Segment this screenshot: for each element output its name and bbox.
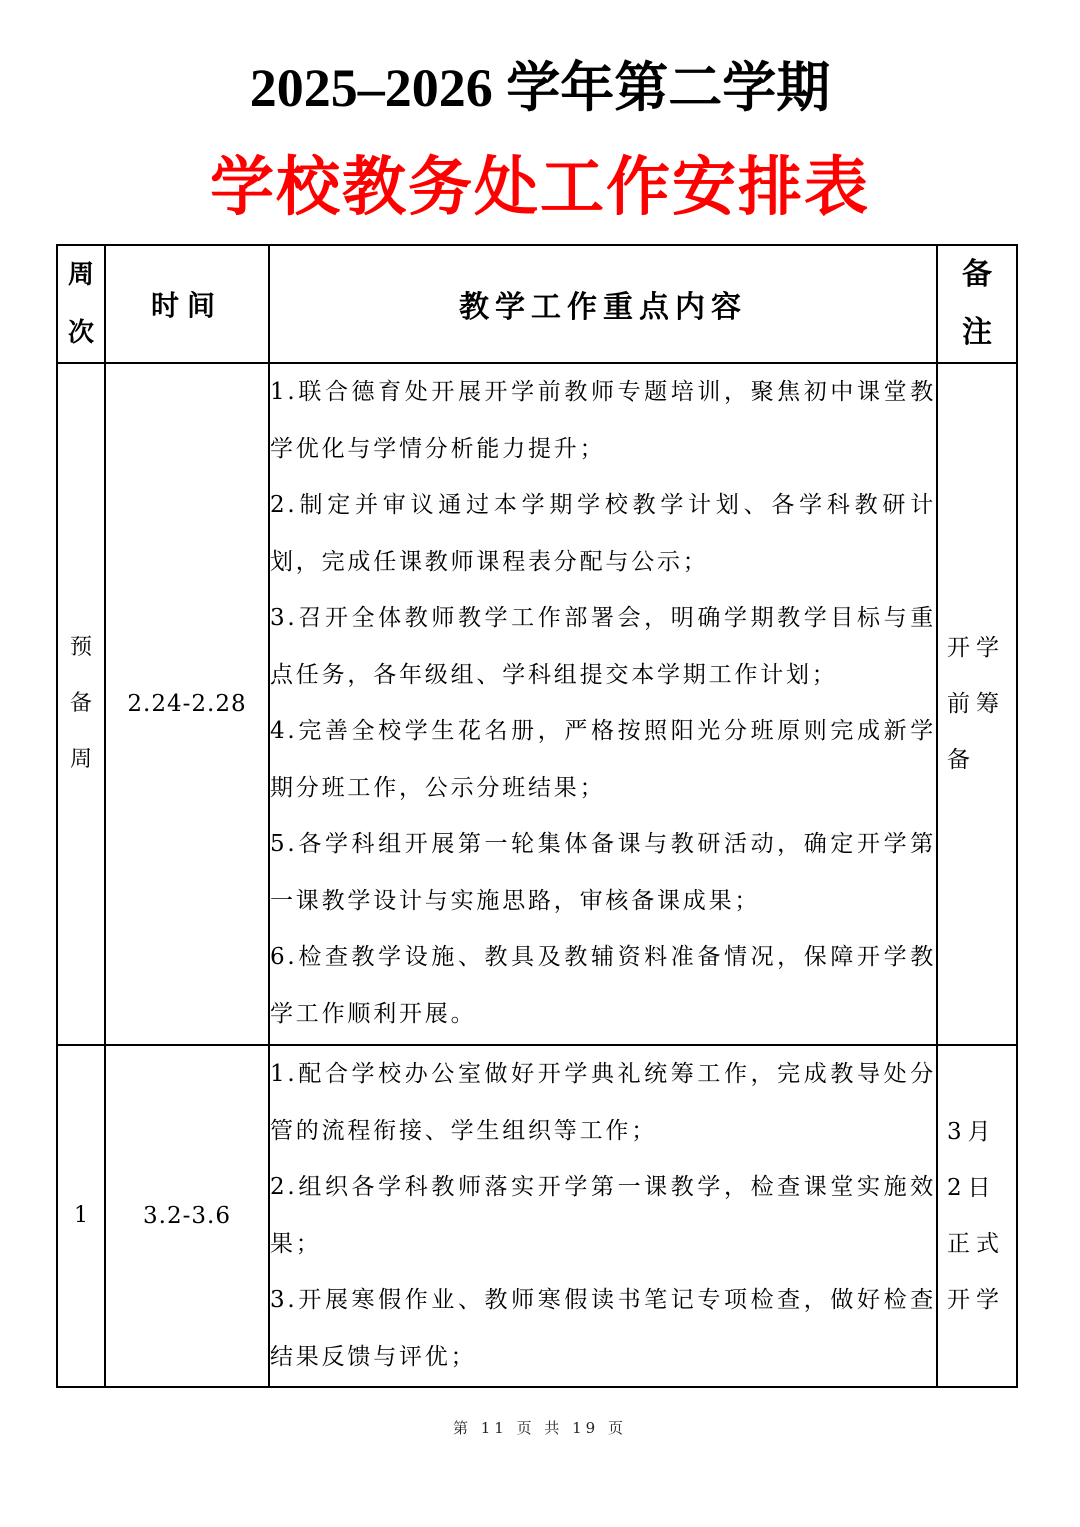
header-note: 备注 (937, 245, 1017, 363)
table-row (57, 1045, 1017, 1387)
content-cell (269, 1045, 937, 1387)
time-cell: 3.2-3.6 (105, 1045, 269, 1387)
week-cell: 预备周 (57, 363, 105, 1045)
task-item: 6.检查教学设施、教具及教辅资料准备情况，保障开学教学工作顺利开展。 (270, 944, 936, 1027)
page-number: 第 11 页 共 19 页 (452, 1419, 627, 1437)
task-item: 2.制定并审议通过本学期学校教学计划、各学科教研计划，完成任课教师课程表分配与公示； (270, 492, 936, 575)
week-cell: 1 (57, 1045, 105, 1387)
content-cell (269, 363, 937, 1045)
header-time: 时间 (105, 245, 269, 363)
document-subtitle: 学校教务处工作安排表 (210, 151, 870, 225)
task-item: 1.配合学校办公室做好开学典礼统筹工作，完成教导处分管的流程衔接、学生组织等工作； (270, 1061, 936, 1144)
task-item: 2.组织各学科教师落实开学第一课教学，检查课堂实施效果； (270, 1174, 936, 1257)
task-item: 5.各学科组开展第一轮集体备课与教研活动，确定开学第一课教学设计与实施思路，审核备课成果； (270, 831, 936, 914)
header-content: 教学工作重点内容 (269, 245, 937, 363)
note-cell: 3月2日正式开学 (937, 1045, 1017, 1387)
note-cell: 开学前筹备 (937, 363, 1017, 1045)
task-item: 4.完善全校学生花名册，严格按照阳光分班原则完成新学期分班工作，公示分班结果； (270, 718, 936, 801)
header-week: 周次 (57, 245, 105, 363)
task-item: 3.开展寒假作业、教师寒假读书笔记专项检查，做好检查结果反馈与评优； (270, 1287, 936, 1370)
task-item: 1.联合德育处开展开学前教师专题培训，聚焦初中课堂教学优化与学情分析能力提升； (270, 379, 936, 462)
time-cell: 2.24-2.28 (105, 363, 269, 1045)
document-title: 2025–2026 学年第二学期 (249, 58, 831, 118)
schedule-table (56, 244, 1018, 1388)
table-row (57, 363, 1017, 1045)
task-item: 3.召开全体教师教学工作部署会，明确学期教学目标与重点任务，各年级组、学科组提交本学期工作计划； (270, 605, 936, 688)
table-header-row (57, 245, 1017, 363)
